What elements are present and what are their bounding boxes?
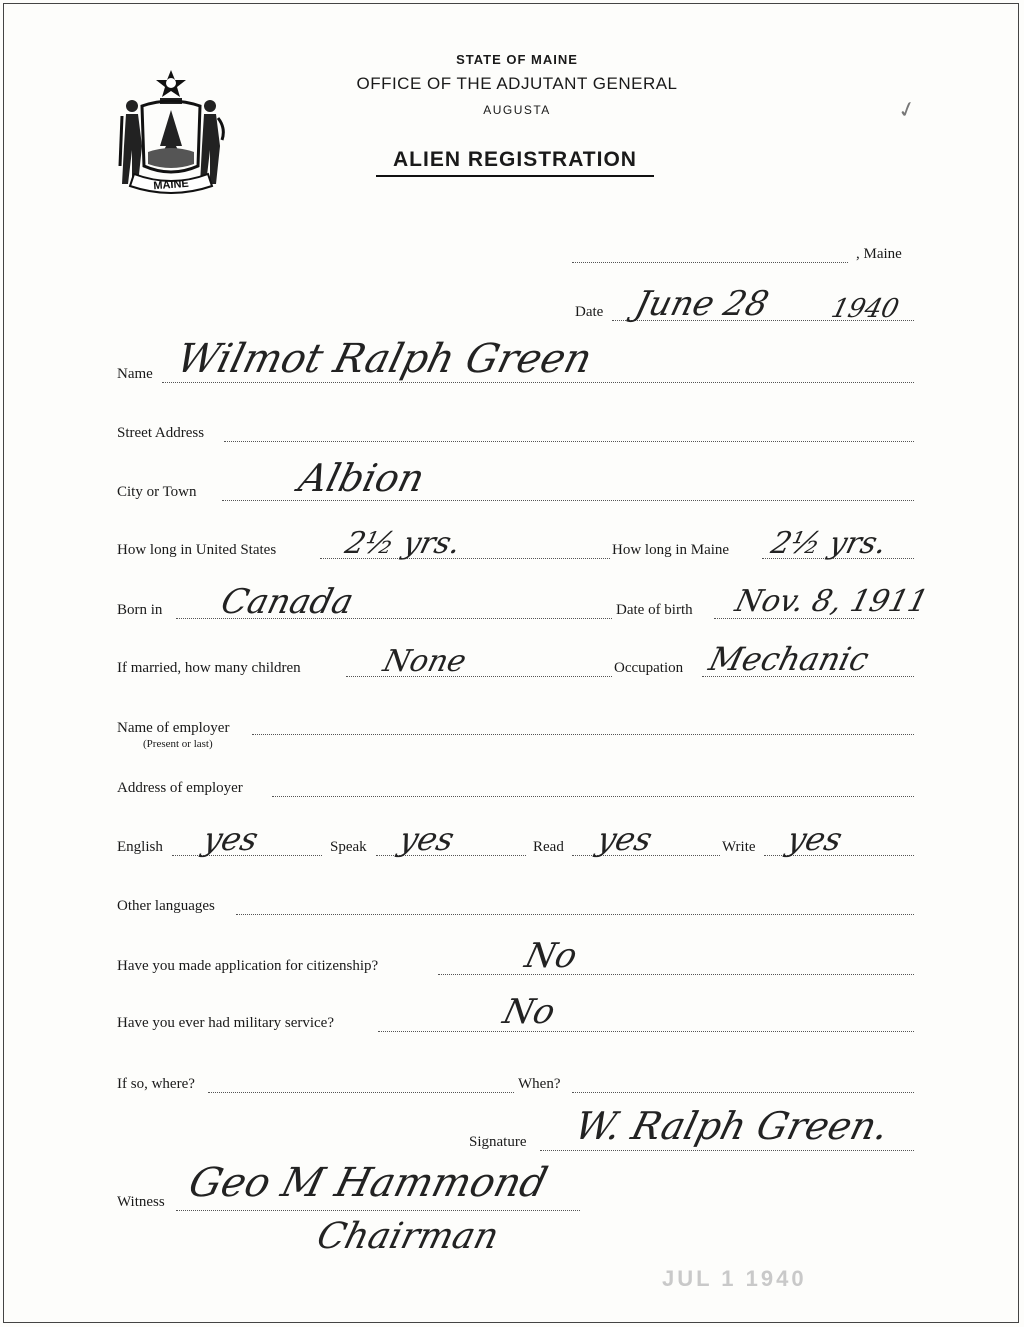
employer-sublabel: (Present or last) xyxy=(143,738,213,750)
citizenship-value: No xyxy=(521,936,582,976)
write-label: Write xyxy=(722,839,756,855)
children-value: None xyxy=(379,644,470,679)
witness-label: Witness xyxy=(117,1194,165,1210)
date-month-day-value: June 28 xyxy=(631,284,773,324)
date-year-value: 1940 xyxy=(828,294,902,324)
where-label: If so, where? xyxy=(117,1076,195,1092)
received-stamp: JUL 1 1940 xyxy=(662,1266,807,1291)
military-label: Have you ever had military service? xyxy=(117,1015,334,1031)
form-title: ALIEN REGISTRATION xyxy=(376,148,654,177)
date-label: Date xyxy=(575,304,604,320)
street-line xyxy=(224,441,914,442)
seal-lettering: MAINE xyxy=(152,177,190,193)
citizenship-line xyxy=(438,974,914,975)
city-value: Albion xyxy=(294,456,429,500)
when-label: When? xyxy=(518,1076,561,1092)
place-line xyxy=(572,262,848,263)
occupation-label: Occupation xyxy=(614,660,684,676)
other-languages-line xyxy=(236,914,914,915)
witness-line xyxy=(176,1210,580,1211)
english-label: English xyxy=(117,839,163,855)
where-line xyxy=(208,1092,514,1093)
english-value: yes xyxy=(199,820,263,858)
military-value: No xyxy=(499,992,560,1032)
military-line xyxy=(378,1031,914,1032)
write-value: yes xyxy=(783,820,847,858)
employer-line xyxy=(252,734,914,735)
when-line xyxy=(572,1092,914,1093)
signature-value: W. Ralph Green. xyxy=(570,1104,894,1148)
read-label: Read xyxy=(533,839,564,855)
children-label: If married, how many children xyxy=(117,660,301,676)
other-languages-label: Other languages xyxy=(117,898,215,914)
signature-line xyxy=(540,1150,914,1151)
header-office: OFFICE OF THE ADJUTANT GENERAL xyxy=(356,74,678,93)
signature-label: Signature xyxy=(469,1134,527,1150)
read-value: yes xyxy=(593,820,657,858)
witness-value: Geo M Hammond xyxy=(184,1160,552,1206)
dob-value: Nov. 8, 1911 xyxy=(731,584,932,619)
name-value: Wilmot Ralph Green xyxy=(172,336,597,382)
city-line xyxy=(222,500,914,501)
check-mark: ✓ xyxy=(895,96,920,125)
witness-title-value: Chairman xyxy=(312,1216,503,1257)
header-city: AUGUSTA xyxy=(483,103,551,117)
born-in-value: Canada xyxy=(217,582,358,622)
speak-value: yes xyxy=(395,820,459,858)
dob-label: Date of birth xyxy=(616,602,693,618)
how-long-maine-label: How long in Maine xyxy=(612,542,730,558)
name-label: Name xyxy=(117,366,153,382)
maine-suffix: , Maine xyxy=(856,246,902,262)
header-state: STATE OF MAINE xyxy=(456,52,578,67)
how-long-maine-value: 2½ yrs. xyxy=(767,526,891,561)
employer-label: Name of employer xyxy=(117,720,230,736)
occupation-value: Mechanic xyxy=(705,640,873,678)
name-line xyxy=(162,382,914,383)
citizenship-label: Have you made application for citizenship? xyxy=(117,958,379,974)
how-long-us-value: 2½ yrs. xyxy=(341,526,465,561)
city-label: City or Town xyxy=(117,484,197,500)
employer-address-line xyxy=(272,796,914,797)
speak-label: Speak xyxy=(330,839,367,855)
born-in-label: Born in xyxy=(117,602,163,618)
employer-address-label: Address of employer xyxy=(117,780,243,796)
street-label: Street Address xyxy=(117,425,205,441)
how-long-us-label: How long in United States xyxy=(117,542,277,558)
